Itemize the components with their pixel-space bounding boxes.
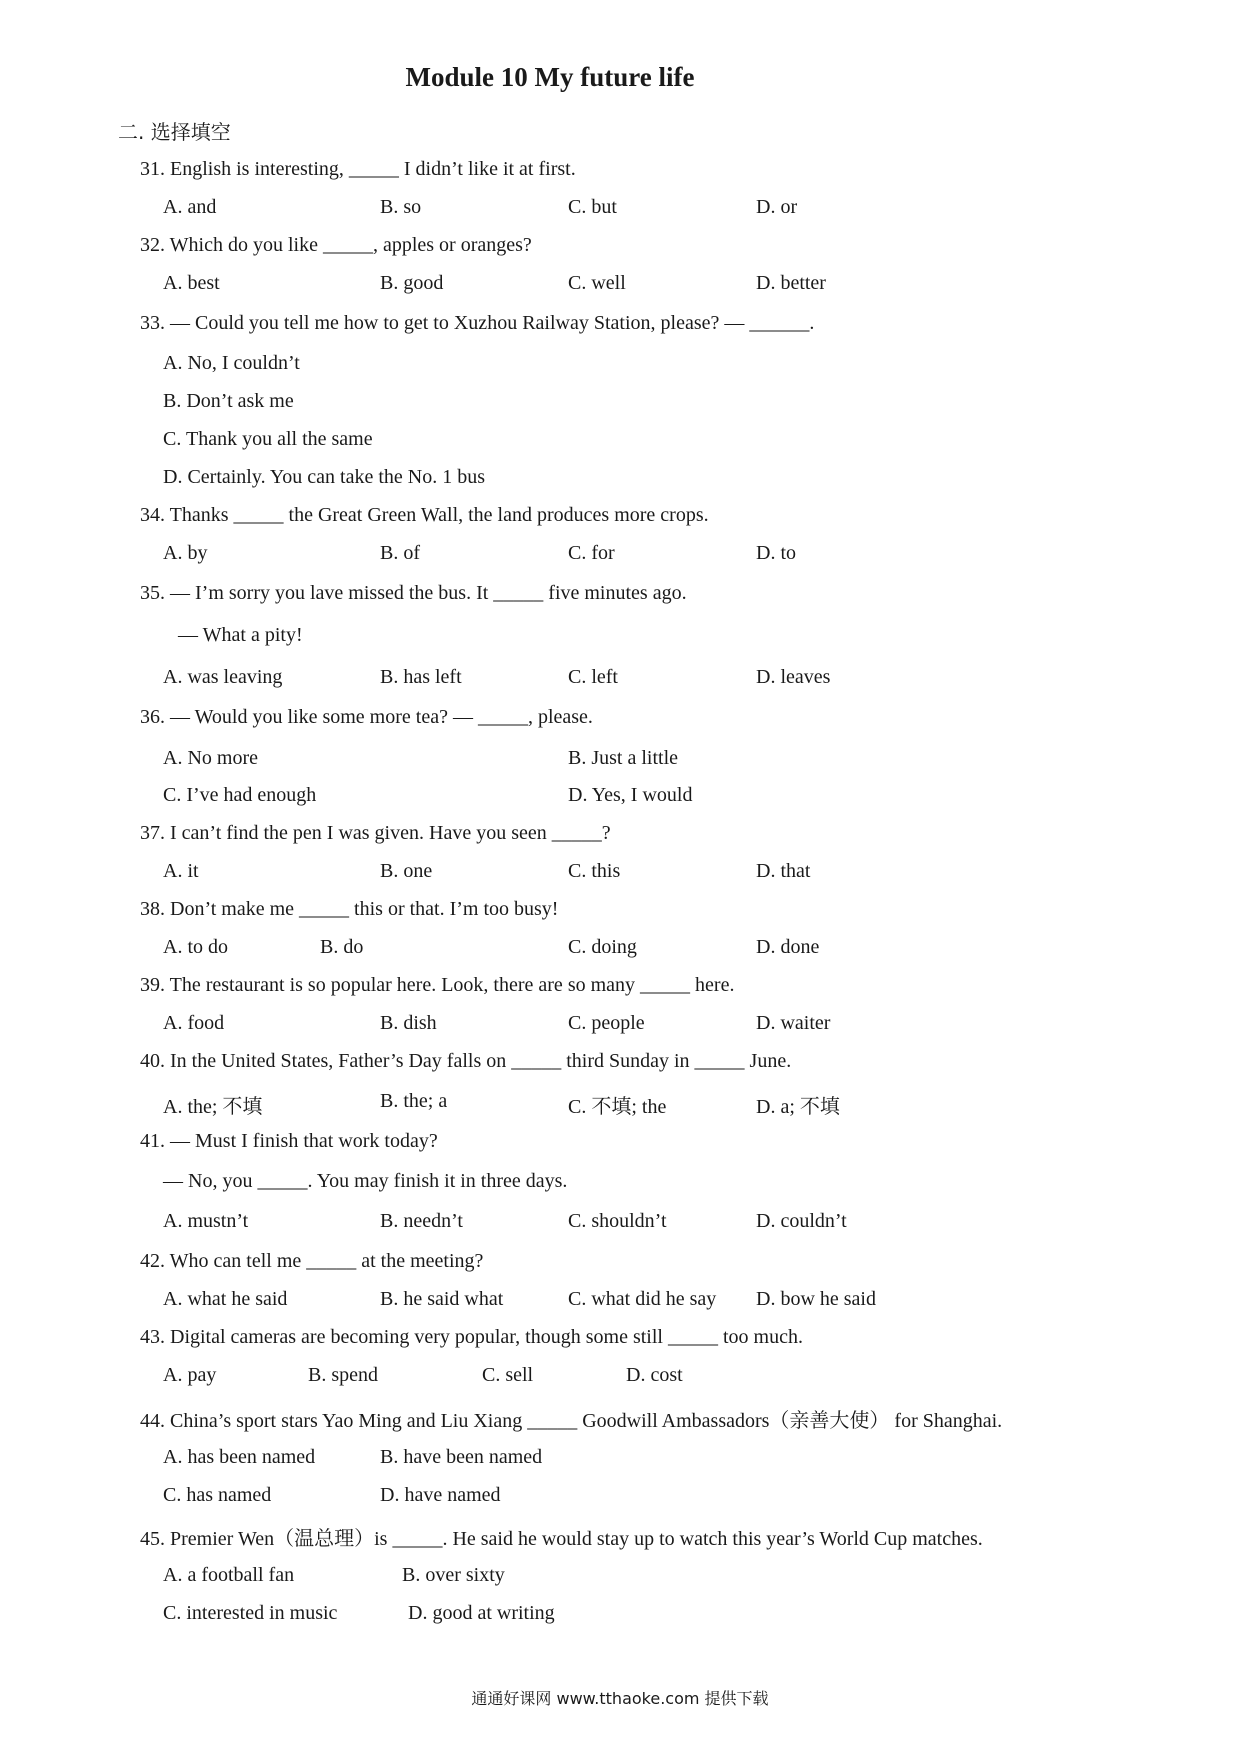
option: A. best [163,272,220,294]
option: A. No, I couldn’t [163,352,300,374]
option: D. to [756,542,796,564]
option: B. he said what [380,1288,504,1310]
option: B. has left [380,666,462,688]
question-stem: 39. The restaurant is so popular here. Look, there are so many _____ here. [140,974,735,996]
option: B. have been named [380,1446,543,1468]
question-stem: 31. English is interesting, _____ I didn’t like it at first. [140,158,576,180]
option: C. Thank you all the same [163,428,373,450]
option: B. spend [308,1364,378,1386]
option: B. the; a [380,1090,448,1112]
option: C. 不填; the [568,1096,667,1118]
option: C. people [568,1012,645,1034]
option: D. good at writing [408,1602,555,1624]
option: A. a football fan [163,1564,295,1586]
option: B. of [380,542,420,564]
option: D. done [756,936,820,958]
option: C. left [568,666,618,688]
option: C. sell [482,1364,534,1386]
option: C. I’ve had enough [163,784,317,806]
question-stem: 32. Which do you like _____, apples or oranges? [140,234,532,256]
option: B. over sixty [402,1564,505,1586]
question-stem: 33. — Could you tell me how to get to Xuzhou Railway Station, please? — ______. [140,312,815,334]
option: B. dish [380,1012,437,1034]
option: D. bow he said [756,1288,876,1310]
option: D. Certainly. You can take the No. 1 bus [163,466,485,488]
option: D. a; 不填 [756,1096,840,1118]
question-stem: 40. In the United States, Father’s Day falls on _____ third Sunday in _____ June. [140,1050,792,1072]
option: C. doing [568,936,637,958]
option: D. or [756,196,798,218]
option: C. well [568,272,626,294]
option: C. has named [163,1484,272,1506]
option: B. Just a little [568,747,678,769]
option: B. do [320,936,364,958]
option: A. the; 不填 [163,1096,263,1118]
section-heading: 二. 选择填空 [118,120,231,144]
option: D. have named [380,1484,501,1506]
question-stem: 42. Who can tell me _____ at the meeting? [140,1250,484,1272]
page-title: Module 10 My future life [405,62,695,92]
option: D. cost [626,1364,683,1386]
option: A. by [163,542,208,564]
option: B. good [380,272,444,294]
question-stem: 44. China’s sport stars Yao Ming and Liu Xiang _____ Goodwill Ambassadors（亲善大使） for Shanghai. [140,1410,1003,1432]
footer-source: 通通好课网 www.tthaoke.com 提供下载 [471,1689,769,1708]
option: B. needn’t [380,1210,463,1232]
option: D. Yes, I would [568,784,693,806]
option: D. waiter [756,1012,831,1034]
question-stem: 43. Digital cameras are becoming very popular, though some still _____ too much. [140,1326,803,1348]
option: A. to do [163,936,228,958]
option: A. has been named [163,1446,316,1468]
question-stem: 37. I can’t find the pen I was given. Have you seen _____? [140,822,611,844]
option: A. food [163,1012,225,1034]
question-stem: 41. — Must I finish that work today? [140,1130,438,1152]
option: D. couldn’t [756,1210,847,1232]
question-reply: — No, you _____. You may finish it in three days. [163,1170,568,1192]
question-stem: 35. — I’m sorry you lave missed the bus. It _____ five minutes ago. [140,582,687,604]
option: C. for [568,542,615,564]
option: A. and [163,196,217,218]
option: C. what did he say [568,1288,717,1310]
option: B. Don’t ask me [163,390,294,412]
option: A. pay [163,1364,217,1386]
option: D. leaves [756,666,831,688]
question-stem: 45. Premier Wen（温总理）is _____. He said he would stay up to watch this year’s World Cup matches. [140,1528,983,1550]
option: A. what he said [163,1288,288,1310]
option: D. better [756,272,826,294]
option: D. that [756,860,811,882]
question-stem: 36. — Would you like some more tea? — _____, please. [140,706,593,728]
question-stem: 34. Thanks _____ the Great Green Wall, the land produces more crops. [140,504,709,526]
option: A. No more [163,747,258,769]
option: C. shouldn’t [568,1210,667,1232]
option: C. interested in music [163,1602,338,1624]
option: C. but [568,196,617,218]
option: C. this [568,860,621,882]
question-stem: 38. Don’t make me _____ this or that. I’m too busy! [140,898,559,920]
option: A. mustn’t [163,1210,249,1232]
question-reply: — What a pity! [178,624,303,646]
option: A. it [163,860,199,882]
option: A. was leaving [163,666,283,688]
option: B. so [380,196,422,218]
option: B. one [380,860,433,882]
